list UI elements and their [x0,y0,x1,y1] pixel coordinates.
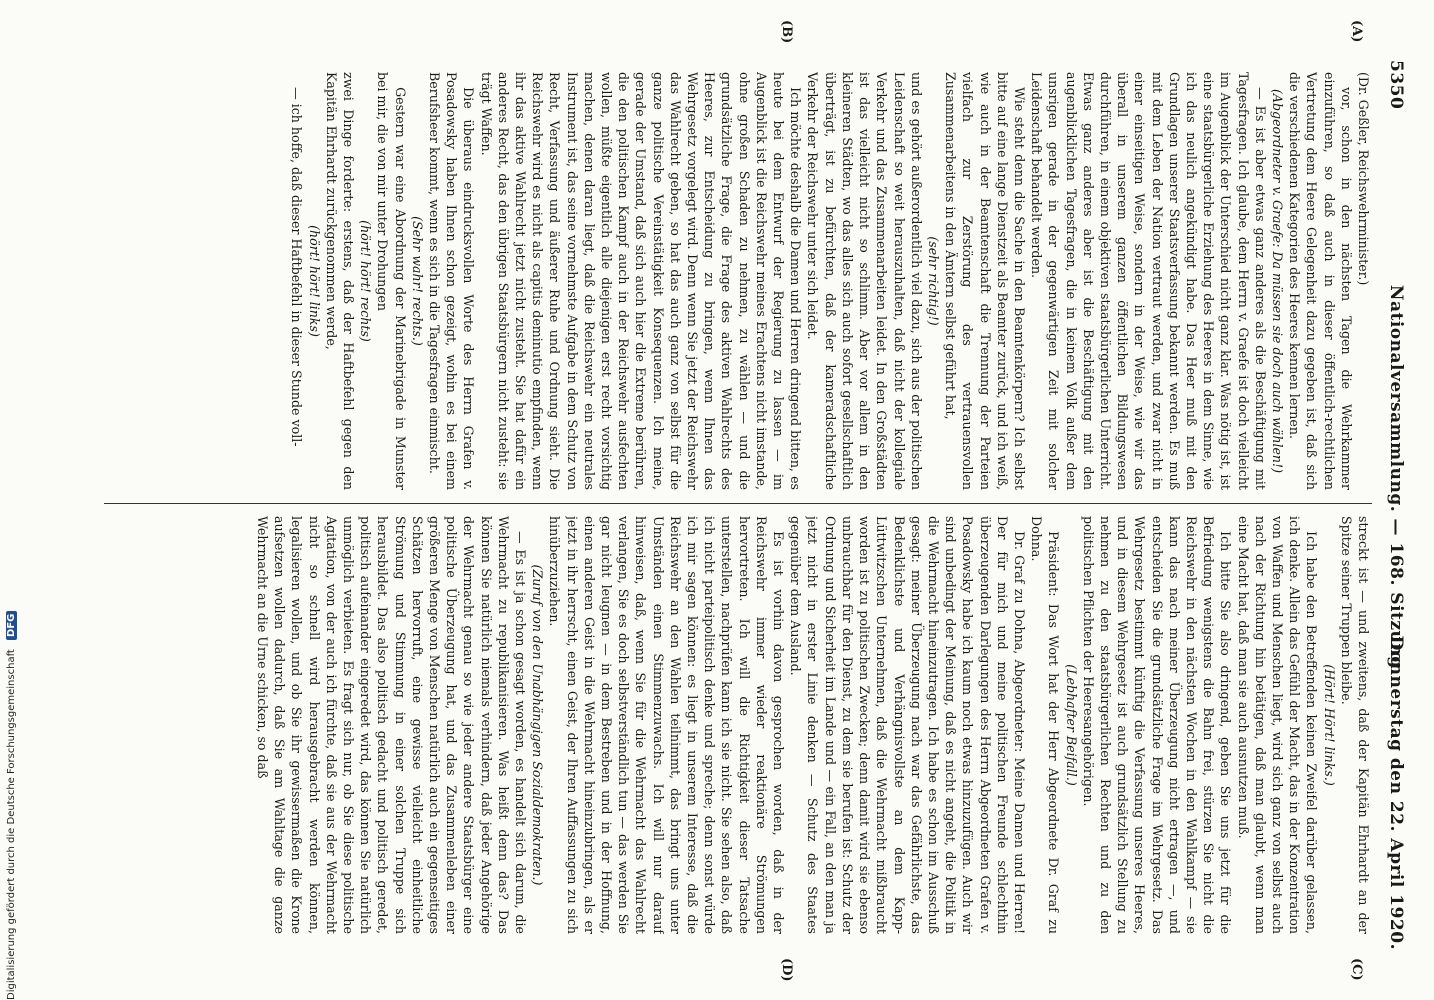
paragraph: vor, schon in den nächsten Tagen die Wehrkammer einzuführen, so daß auch in dieser öffentlich-rechtlichen Vertretung dem Heere Gelegenheit dazu gegeben ist, daß sich die verschiedenen Kategorien des Heeres kennen lernen. [1287,72,1354,490]
right-text-column [102,516,1372,934]
page-number: 5350 [1386,60,1406,110]
interjection: (Sehr wahr! rechts.) [409,216,425,346]
speaker-line: (Dr. Geßler, Reichswehrminister.) [1356,72,1371,286]
margin-letter-d: (D) [779,958,794,982]
interjection: (hört! hört! rechts) [358,220,374,342]
margin-letter-c: (C) [1349,958,1364,981]
paragraph: Wie steht denn die Sache in den Beamtenkörpern? Ich selbst bitte auf eine lange Dienstzeit als Beamter zurück, und ich weiß, wie auch in der Beamtenschaft die Trennung der Parteien vielfach zur Zerstörung des vertrauensvollen Zusammenarbeitens in den Ämtern selbst geführt hat, [943,72,1027,490]
paragraph: Ich bitte Sie also dringend, geben Sie uns jetzt für die Befriedung wenigstens die Bahn frei, stürzen Sie nicht die Reichswehr in den nächsten Wochen in den Wahlkampf — sie kann das nach meiner Überzeugung nicht ertragen —, und entscheiden Sie die grundsätzliche Frage im Wehrgesetz. Das Wehrgesetz bestimmt künftig die Verfassung unseres Heeres, und in diesem Wehrgesetz ist auch grundsätzlich Stellung zu nehmen zu den staatsbürgerlichen Rechten und zu den politischen Pflichten der Heeresangehörigen. [1080,516,1234,934]
margin-letter-a: (A) [1349,20,1364,43]
paragraph: Die überaus eindrucksvollen Worte des Herrn Grafen v. Posadowsky haben Ihnen schon gezeigt, wohin es bei einem Berufsheer kommt, wenn es sich in die Tagesfragen einmischt. [427,72,477,490]
paragraph: streckt ist — und zweitens, daß der Kapitän Ehrhardt an der Spitze seiner Truppen bleibe. [1338,516,1371,934]
page-header [1378,60,1406,950]
speaker-paragraph: Dr. Graf zu Dohna, Abgeordneter: Meine Damen und Herren! Der für mich und meine politischen Freunde schlechthin überzeugenden Darlegungen des Herrn Abgeordneten Grafen v. Posadowsky habe ich kaum noch etwas hinzuzufügen. Auch wir sind unbedingt der Meinung, daß es nicht angeht, die Politik in die Wehrmacht hineinzutragen. Ich habe es schon im Ausschuß gesagt: meiner Überzeugung nach war das Gefährlichste, das Bedenklichste und Verhängnisvollste an dem Kapp-Lüttwitzschen Unternehmen, daß die Wehrmacht mißbraucht worden ist zu politischen Zwecken; denn damit wird sie ebenso unbrauchbar für den Dienst, zu dem sie berufen ist: Schutz der Ordnung und Sicherheit im Lande und — ein Fall, an den man ja jetzt nicht in erster Linie denken — Schutz des Staates gegenüber dem Ausland. [788,516,1027,934]
paragraph: und es gehört außerordentlich viel dazu, sich aus der politischen Leidenschaft so weit herauszuhalten, daß nicht der kollegiale Verkehr und das Zusammenarbeiten leidet. In den Großstädten ist das vielleicht nicht so schlimm. Aber vor allem in den kleineren Städten, wo das alles sich auch sofort gesellschaftlich überträgt, ist zu befürchten, daß der kameradschaftliche Verkehr der Reichswehr unter sich leidet. [805,72,924,490]
credit-text: Digitalisierung gefördert durch die Deutsche Forschungsgemeinschaft [6,649,17,1000]
interjection: (hört! hört! links) [306,225,322,337]
paragraph: Gestern war eine Abordnung der Marinebrigade in Munster bei mir, die von mir unter Drohungen [375,72,408,490]
paragraph: zwei Dinge forderte: erstens, daß der Haftbefehl gegen den Kapitän Ehrhardt zurückgenommen werde, [323,72,357,490]
interjection: (sehr richtig!) [925,236,941,326]
left-text-column [102,72,1372,490]
session-date: Donnerstag den 22. April 1920. [1386,635,1406,950]
interjection: (Abgeordneter v. Graefe: Da müssen sie doch auch wählen!) [1269,88,1285,474]
paragraph: Ich habe den Betreffenden keinen Zweifel darüber gelassen, ich denke. Allein das Gefühl der Macht, das in der Konzentration von Waffen und Menschen liegt, wird sich ganz von selbst auch nach der Richtung hin betätigen, daß man glaubt, wenn man eine Macht hat, daß man sie auch ausnutzen muß. [1235,516,1320,934]
president-line: Präsident: Das Wort hat der Herr Abgeordnete Dr. Graf zu Dohna. [1029,516,1062,934]
paragraph: — ich hoffe, daß dieser Haftbefehl in dieser Stunde voll- [289,87,305,447]
dfg-logo: DFG [6,611,17,640]
margin-letter-b: (B) [779,20,794,44]
paragraph: — Es ist aber etwas ganz anderes als die Beschäftigung mit Tagesfragen. Ich glaube, dem Herrn v. Graefe ist doch vielleicht im Augenblick der Unterschied nicht ganz klar. Was nötig ist, ist eine staatsbürgerliche Erziehung des Heeres in dem Sinne, wie ich das neulich angekündigt habe. Das Heer muß mit den Grundlagen unserer Staatsverfassung bekannt werden. Es muß mit dem Leben der Nation vertraut werden, und zwar nicht in einer einseitigen Weise, sondern in der Weise, wie wir das überall in unserem ganzen öffentlichen Bildungswesen durchführen, in einem objektiven staatsbürgerlichen Unterricht. Etwas ganz anderes aber ist die Beschäftigung mit den augenblicklichen Tagesfragen, die in keinem Volk außer dem unsrigen gerade in der gegenwärtigen Zeit mit solcher Leidenschaft behandelt werden. [1029,72,1268,490]
column-divider [104,503,1372,504]
dfg-credit [6,0,22,1000]
interjection: (Zuruf von den Unabhängigen Sozialdemokraten.) [530,564,546,886]
interjection: (Hört! Hört! links.) [1321,664,1337,786]
paragraph: Ich möchte deshalb die Damen und Herren dringend bitten, es heute bei dem Entwurf der Regierung zu lassen — im Augenblick ist die Reichswehr meines Erachtens nicht imstande, ohne großen Schaden zu nehmen, zu wählen — und die grundsätzliche Frage, die Frage des aktiven Wahlrechts des Heeres, zur Entscheidung zu bringen, wenn Ihnen das Wehrgesetz vorgelegt wird. Denn wenn Sie jetzt der Reichswehr das Wahlrecht geben, so hat das auch ganz von selbst für die ganze politische Vereinstätigkeit Konsequenzen. Ich meine, gerade der Umstand, daß sich auch hier die Extreme berühren, die den politischen Kampf auch in der Reichswehr ausfechten wollen, müßte eigentlich alle diejenigen erst recht vorsichtig machen, denen daran liegt, daß die Reichswehr ein neutrales Instrument ist, das seine vornehmste Aufgabe in dem Schutz von Recht, Verfassung und äußerer Ruhe und Ordnung sieht. Die Reichswehr wird es nicht als capitis deminutio empfinden, wenn ihr das aktive Wahlrecht jetzt nicht zusteht. Sie hat dafür ein anderes Recht, das den übrigen Staatsbürgern nicht zusteht: sie trägt Waffen. [478,72,804,490]
page-title: Nationalversammlung. — 168. Sitzung. [1386,284,1406,676]
paragraph: Es ist vorhin davon gesprochen worden, daß in der Reichswehr immer wieder reaktionäre Strömungen hervortreten. Ich will die Richtigkeit dieser Tatsache unterstellen, nachprüfen kann ich sie nicht. Sie sehen also, daß ich nicht parteipolitisch denke und spreche; denn sonst würde ich mir sagen können: es liegt in unserem Interesse, daß die Reichswehr an den Wahlen teilnimmt, das bringt uns unter Umständen einen Stimmenzuwachs. Ich will nur darauf hinweisen, daß, wenn Sie für die Wehrmacht das Wahlrecht verlangen, Sie es doch selbstverständlich tun — das werden Sie gar nicht leugnen — in dem Bestreben und in der Hoffnung, einen anderen Geist in die Wehrmacht hineinzubringen, als er jetzt in ihr herrscht, einen Geist, der Ihren Auffassungen zu sich hinüberzuziehen. [547,516,787,934]
paragraph: — Es ist ja schon gesagt worden, es handelt sich darum, die Wehrmacht zu republikanisieren. Was heißt denn das? Das können Sie natürlich niemals verhindern, daß jeder Angehörige der Wehrmacht genau so wie jeder andere Staatsbürger eine politische Überzeugung hat, und das Zusammenleben einer größeren Menge von Menschen natürlich auch ein gegenseitiges Schätzen hervorruft, eine gewisse vielleicht einheitliche Strömung und Stimmung in einer solchen Truppe sich herausbildet. Das also politisch gedacht und politisch geredet, politisch aufeinander eingeredet wird, das können Sie natürlich unmöglich verbieten. Es fragt sich nur, ob Sie diese politische Agitation, von der auch ich fürchte, daß sie aus der Wehrmacht nicht so schnell wird herausgebracht werden können, legalisieren wollen, und ob Sie ihr gewissermaßen die Krone aufsetzen wollen dadurch, daß Sie am Wahltage die ganze Wehrmacht an die Urne schicken, so daß [255,516,529,934]
interjection: (Lebhafter Beifall.) [1063,664,1079,786]
